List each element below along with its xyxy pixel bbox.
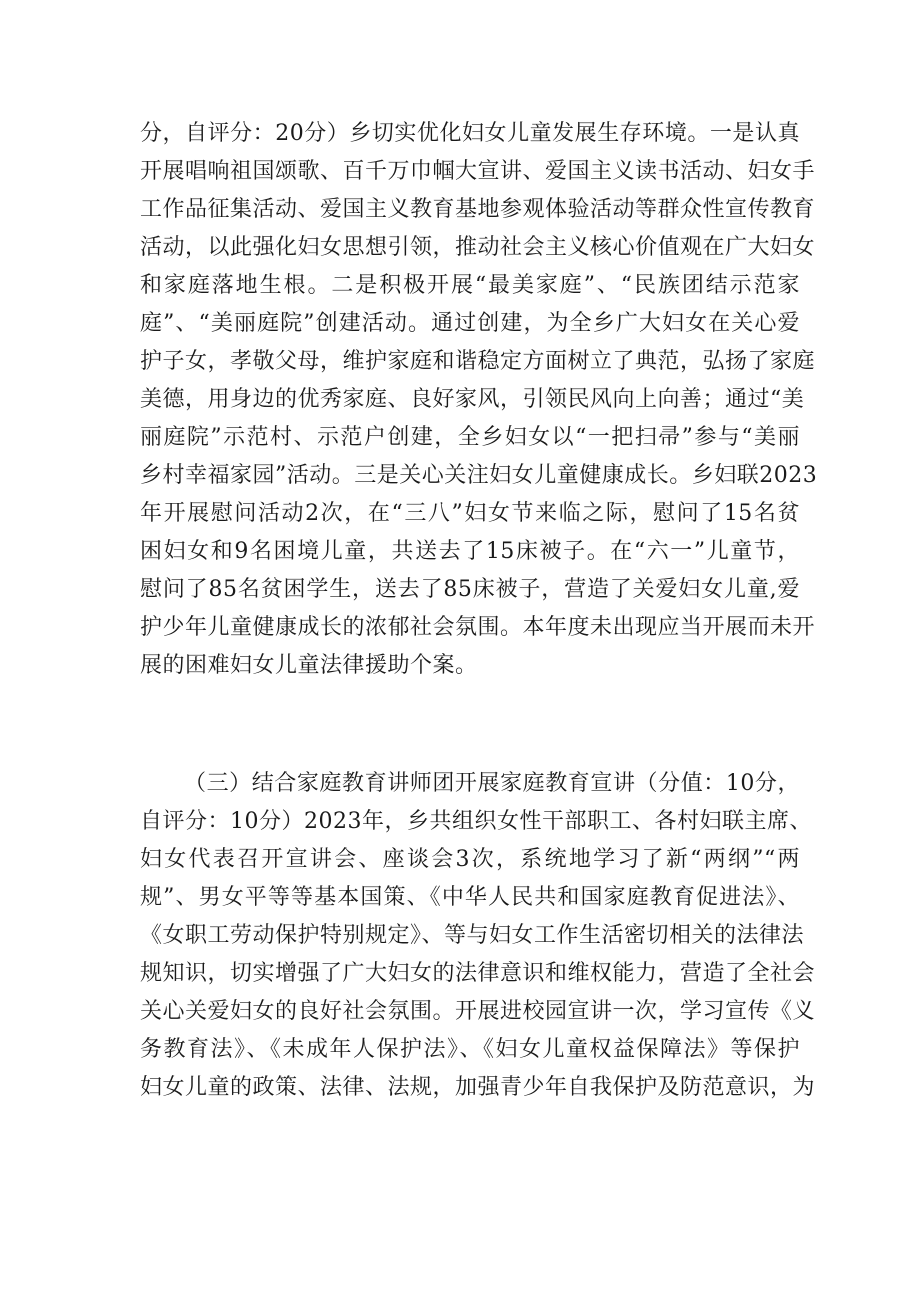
paragraph-women-children-environment: [140, 115, 818, 685]
text-line: 《女职工劳动保护特别规定》、等与妇女工作生活密切相关的法律法: [140, 923, 805, 948]
text-line: 分，自评分：20分）乡切实优化妇女儿童发展生存环境。一是认真: [140, 121, 800, 146]
text-line: 乡村幸福家园”活动。三是关心关注妇女儿童健康成长。乡妇联2023: [140, 463, 818, 488]
text-line: 活动，以此强化妇女思想引领，推动社会主义核心价值观在广大妇女: [140, 235, 816, 260]
text-line: 开展唱响祖国颂歌、百千万巾帼大宣讲、爱国主义读书活动、妇女手: [140, 159, 816, 184]
text-line: 年开展慰问活动2次，在“三八”妇女节来临之际，慰问了15名贫: [140, 501, 800, 526]
text-line: 工作品征集活动、爱国主义教育基地参观体验活动等群众性宣传教育: [140, 197, 816, 222]
text-line: 自评分：10分）2023年，乡共组织女性干部职工、各村妇联主席、: [140, 809, 812, 834]
text-line: 慰问了85名贫困学生，送去了85床被子，营造了关爱妇女儿童,爱: [140, 577, 800, 602]
paragraph-family-education-lectures: [140, 765, 816, 1107]
text-line: 规知识，切实增强了广大妇女的法律意识和维权能力，营造了全社会: [140, 961, 816, 986]
text-line: 丽庭院”示范村、示范户创建，全乡妇女以“一把扫帚”参与“美丽: [140, 425, 800, 450]
text-line: 护少年儿童健康成长的浓郁社会氛围。本年度未出现应当开展而未开: [140, 615, 816, 640]
text-line: 护子女，孝敬父母，维护家庭和谐稳定方面树立了典范，弘扬了家庭: [140, 349, 816, 374]
text-line: 关心关爱妇女的良好社会氛围。开展进校园宣讲一次，学习宣传《义: [140, 999, 816, 1024]
text-line: 困妇女和9名困境儿童，共送去了15床被子。在“六一”儿童节，: [140, 539, 800, 564]
text-line: 和家庭落地生根。二是积极开展“最美家庭”、“民族团结示范家: [140, 273, 800, 298]
text-line: 美德，用身边的优秀家庭、良好家风，引领民风向上向善；通过“美: [140, 387, 805, 412]
text-line: 展的困难妇女儿童法律援助个案。: [140, 653, 478, 678]
text-line: 规”、男女平等等基本国策、《中华人民共和国家庭教育促进法》、: [140, 885, 800, 910]
text-line: 庭”、“美丽庭院”创建活动。通过创建，为全乡广大妇女在关心爱: [140, 311, 800, 336]
text-line: 务教育法》、《未成年人保护法》、《妇女儿童权益保障法》等保护: [140, 1037, 800, 1062]
text-line: 妇女代表召开宣讲会、座谈会3次，系统地学习了新“两纲”“两: [140, 847, 800, 872]
section-heading-line: （三）结合家庭教育讲师团开展家庭教育宣讲（分值：10分，: [184, 771, 800, 796]
text-line: 妇女儿童的政策、法律、法规，加强青少年自我保护及防范意识，为: [140, 1075, 816, 1100]
